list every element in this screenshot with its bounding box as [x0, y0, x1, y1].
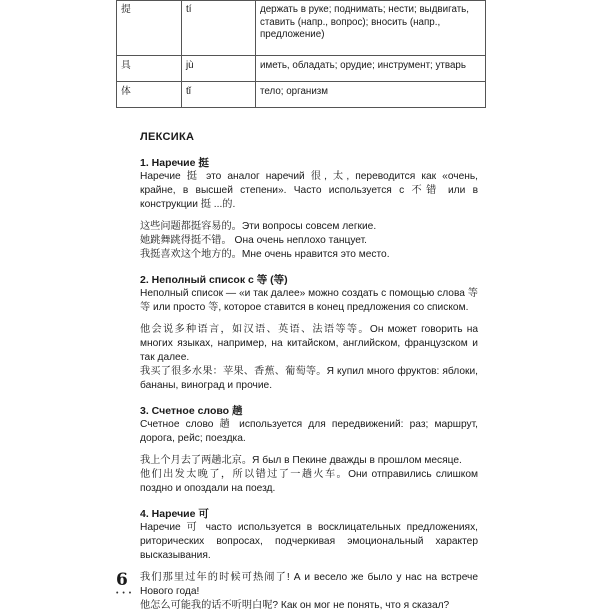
lexicon-section — [140, 404, 478, 496]
page-dots: • • • — [116, 590, 133, 597]
example-sentence: 他们出发太晚了，所以错过了一趟火车。Они отправились слишком поздно и опоздали на поезд. — [140, 469, 478, 494]
pinyin-cell: tǐ — [182, 82, 256, 108]
explanation-paragraph: Счетное слово 趟 используется для передвижений: раз; маршрут, дорога, рейс; поездка. — [140, 419, 478, 444]
example-sentence: 我买了很多水果：苹果、香蕉、葡萄等。Я купил много фруктов: яблоки, бананы, виноград и прочие. — [140, 366, 478, 391]
section-heading: 4. Наречие 可 — [140, 508, 209, 520]
meaning-cell: иметь, обладать; орудие; инструмент; утварь — [256, 56, 486, 82]
vocabulary-table — [116, 0, 486, 108]
lexicon-section — [140, 156, 478, 262]
example-sentence: 我们那里过年的时候可热闹了! А и весело же было у нас на встрече Нового года! — [140, 572, 478, 597]
section-title: ЛЕКСИКА — [140, 131, 195, 143]
explanation-paragraph: Наречие 可 часто используется в восклицательных предложениях, риторических вопросах, подчеркивая эмоциональный характер высказывания. — [140, 522, 478, 561]
hanzi-cell: 具 — [117, 56, 182, 82]
table-row — [117, 1, 486, 56]
example-sentence: 我挺喜欢这个地方的。Мне очень нравится это место. — [140, 249, 390, 260]
lexicon-content — [140, 130, 478, 613]
example-sentence: 他怎么可能我的话不听明白呢? Как он мог не понять, что я сказал? — [140, 600, 450, 611]
hanzi-cell: 提 — [117, 1, 182, 56]
explanation-paragraph: Наречие 挺 это аналог наречий 很, 太, переводится как «очень, крайне, в высшей степени». Часто используется с 不错 или в конструкции 挺 ...的. — [140, 171, 478, 210]
section-heading: 2. Неполный список с 等 (等) — [140, 274, 288, 286]
section-heading: 3. Счетное слово 趟 — [140, 405, 243, 417]
lexicon-section — [140, 507, 478, 613]
example-sentence: 他会说多种语言，如汉语、英语、法语等等。Он может говорить на многих языках, например, на китайском, английском, французском и так далее. — [140, 324, 478, 363]
meaning-cell: держать в руке; поднимать; нести; выдвигать, ставить (напр., вопрос); вносить (напр., предложение) — [256, 1, 486, 56]
explanation-paragraph: Неполный список — «и так далее» можно создать с помощью слова 等等 или просто 等, которое ставится в конец предложения со списком. — [140, 288, 478, 313]
meaning-cell: тело; организм — [256, 82, 486, 108]
pinyin-cell: tí — [182, 1, 256, 56]
example-sentence: 我上个月去了两趟北京。Я был в Пекине дважды в прошлом месяце. — [140, 455, 462, 466]
table-row — [117, 82, 486, 108]
hanzi-cell: 体 — [117, 82, 182, 108]
example-sentence: 她跳舞跳得挺不错。 Она очень неплохо танцует. — [140, 235, 367, 246]
example-sentence: 这些问题都挺容易的。Эти вопросы совсем легкие. — [140, 221, 377, 232]
lexicon-section — [140, 273, 478, 393]
section-heading: 1. Наречие 挺 — [140, 157, 209, 169]
table-row — [117, 56, 486, 82]
pinyin-cell: jù — [182, 56, 256, 82]
page-number: 6 — [116, 570, 128, 590]
